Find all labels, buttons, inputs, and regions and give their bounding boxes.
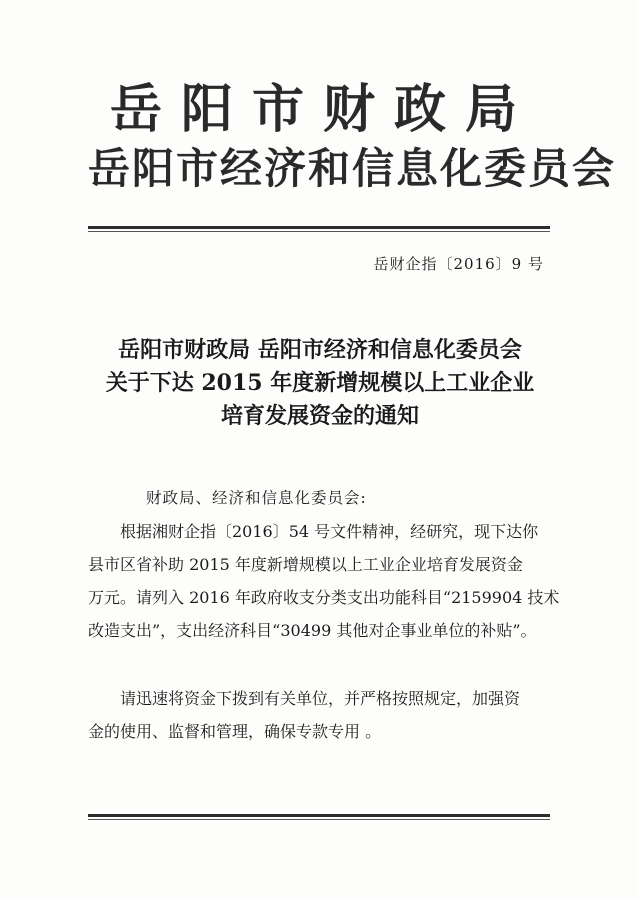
letterhead-divider [88,226,550,229]
body-line: 根据湘财企指〔2016〕54 号文件精神，经研究，现下达你 [120,522,539,541]
footer-divider-thin [88,819,550,820]
title-line-1: 岳阳市财政局 岳阳市经济和信息化委员会 [118,337,522,363]
body-paragraph-1 [88,515,558,647]
addressee: 财政局、经济和信息化委员会: [146,489,367,507]
body-paragraph-2 [88,682,558,748]
title-line-2: 关于下达 2015 年度新增规模以上工业企业 [105,370,535,396]
body-line: 请迅速将资金下拨到有关单位，并严格按照规定，加强资 [120,689,521,708]
letterhead-org-1: 岳阳市财政局 [109,80,536,140]
letterhead-org-2: 岳阳市经济和信息化委员会 [88,144,617,193]
title-line-3: 培育发展资金的通知 [220,403,419,429]
body-line: 万元。请列入 2016 年政府收支分类支出功能科目“2159904 技术 [88,588,560,607]
body-line: 县市区省补助 2015 年度新增规模以上工业企业培育发展资金 [88,555,523,574]
body-line: 改造支出”，支出经济科目“30499 其他对企事业单位的补贴”。 [88,621,537,640]
document-title [70,334,570,433]
letterhead-divider-thin [88,231,550,232]
body-line: 金的使用、监督和管理，确保专款专用 。 [88,722,382,741]
document-number: 岳财企指〔2016〕9 号 [373,255,544,273]
footer-divider [88,814,550,817]
